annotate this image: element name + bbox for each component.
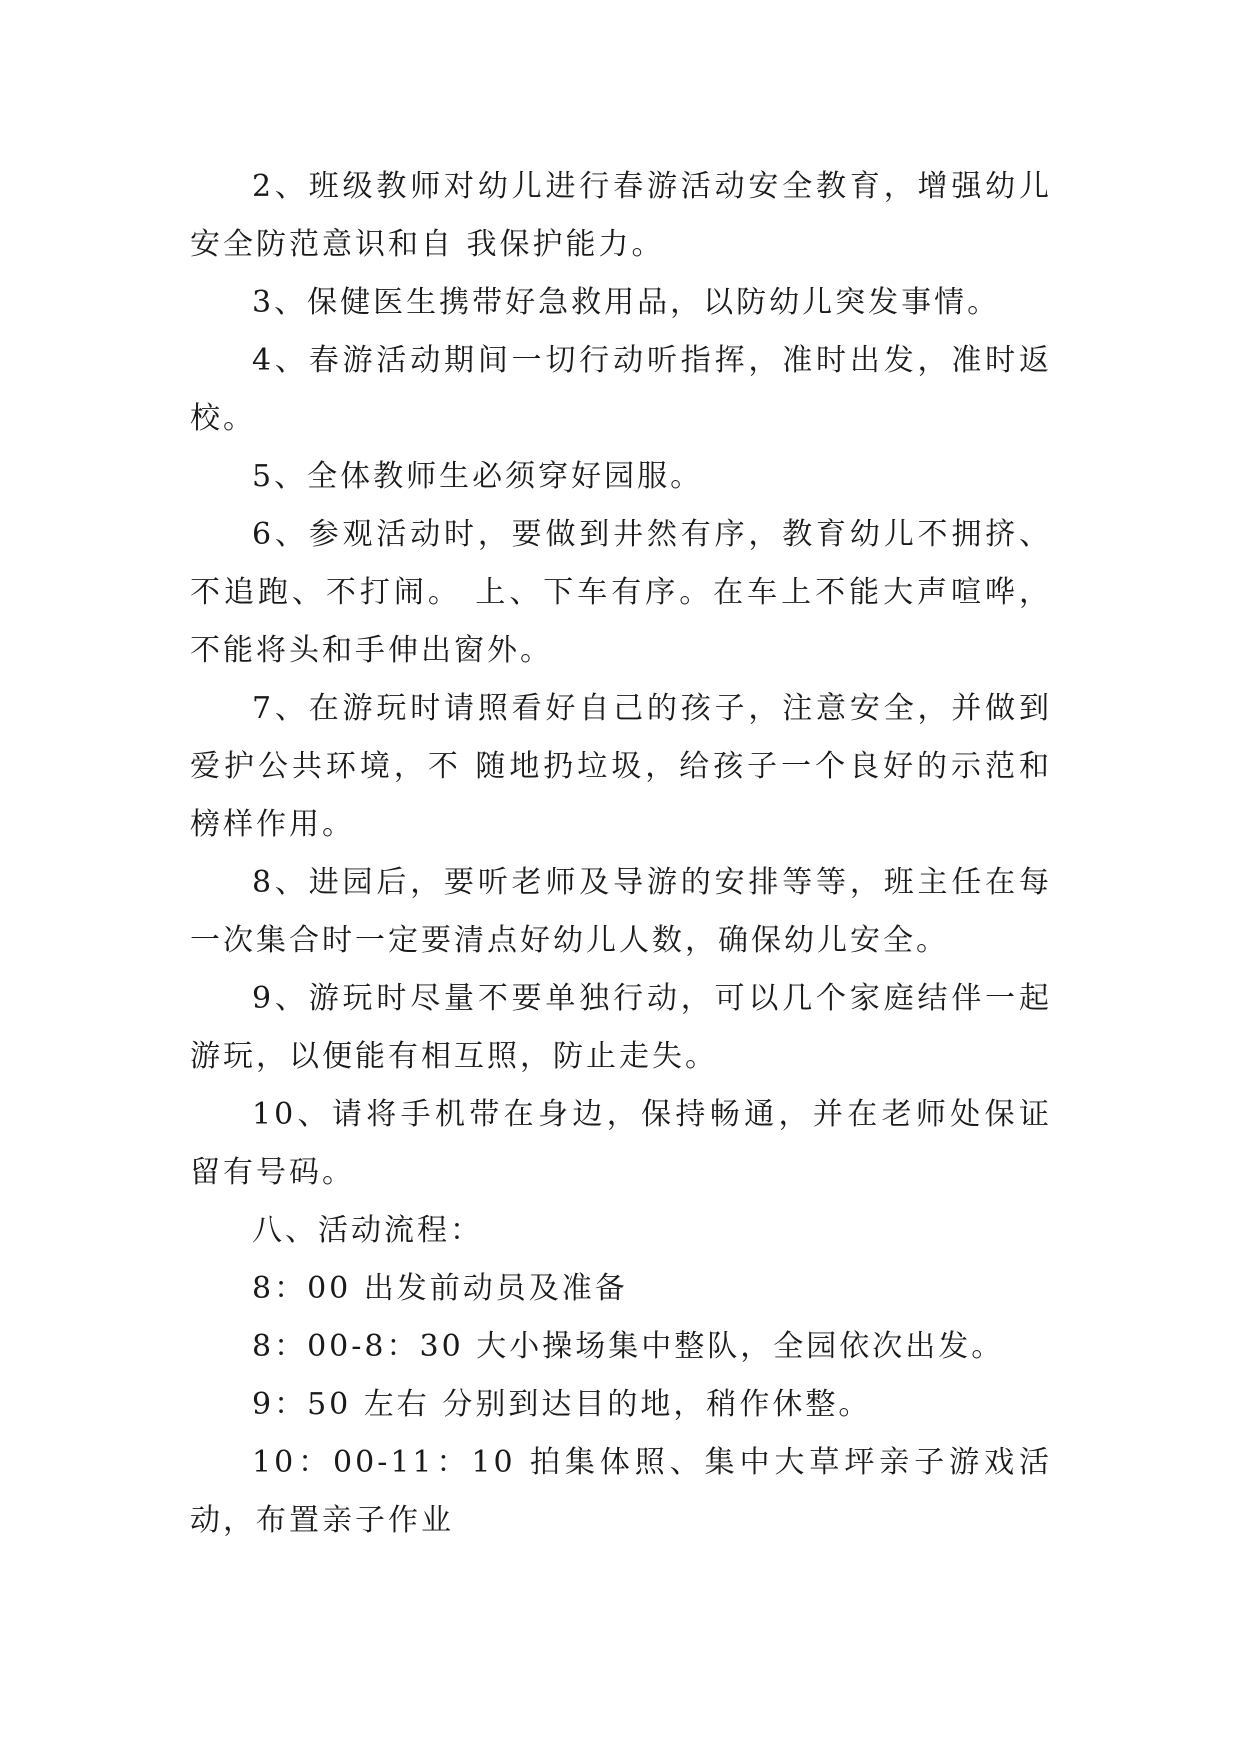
- paragraph-item-4: 4、春游活动期间一切行动听指挥，准时出发，准时返校。: [190, 343, 1052, 436]
- schedule-item-0800: 8：00 出发前动员及准备: [252, 1271, 628, 1306]
- paragraph-item-9: 9、游玩时尽量不要单独行动，可以几个家庭结伴一起游玩，以便能有相互照，防止走失。: [190, 981, 1052, 1074]
- paragraph-item-6: 6、参观活动时，要做到井然有序，教育幼儿不拥挤、不追跑、不打闹。 上、下车有序。在车上不能大声喧哗，不能将头和手伸出窗外。: [190, 517, 1052, 668]
- section-heading-activity-flow: 八、活动流程：: [252, 1213, 483, 1248]
- schedule-item-0800-0830: 8：00-8：30 大小操场集中整队，全园依次出发。: [252, 1329, 1005, 1364]
- schedule-item-0950: 9：50 左右 分别到达目的地，稍作休整。: [252, 1387, 872, 1422]
- paragraph-item-3: 3、保健医生携带好急救用品，以防幼儿突发事情。: [252, 285, 1001, 320]
- schedule-item-1000-1110: 10：00-11：10 拍集体照、集中大草坪亲子游戏活动，布置亲子作业: [190, 1445, 1052, 1538]
- paragraph-item-10: 10、请将手机带在身边，保持畅通，并在老师处保证留有号码。: [190, 1097, 1052, 1190]
- paragraph-item-7: 7、在游玩时请照看好自己的孩子，注意安全，并做到爱护公共环境，不 随地扔垃圾，给孩子一个良好的示范和榜样作用。: [190, 691, 1052, 842]
- paragraph-item-8: 8、进园后，要听老师及导游的安排等等，班主任在每一次集合时一定要清点好幼儿人数，确保幼儿安全。: [190, 865, 1052, 958]
- document-body: [190, 158, 1052, 1550]
- paragraph-item-2: 2、班级教师对幼儿进行春游活动安全教育，增强幼儿安全防范意识和自 我保护能力。: [190, 169, 1052, 262]
- paragraph-item-5: 5、全体教师生必须穿好园服。: [252, 459, 704, 494]
